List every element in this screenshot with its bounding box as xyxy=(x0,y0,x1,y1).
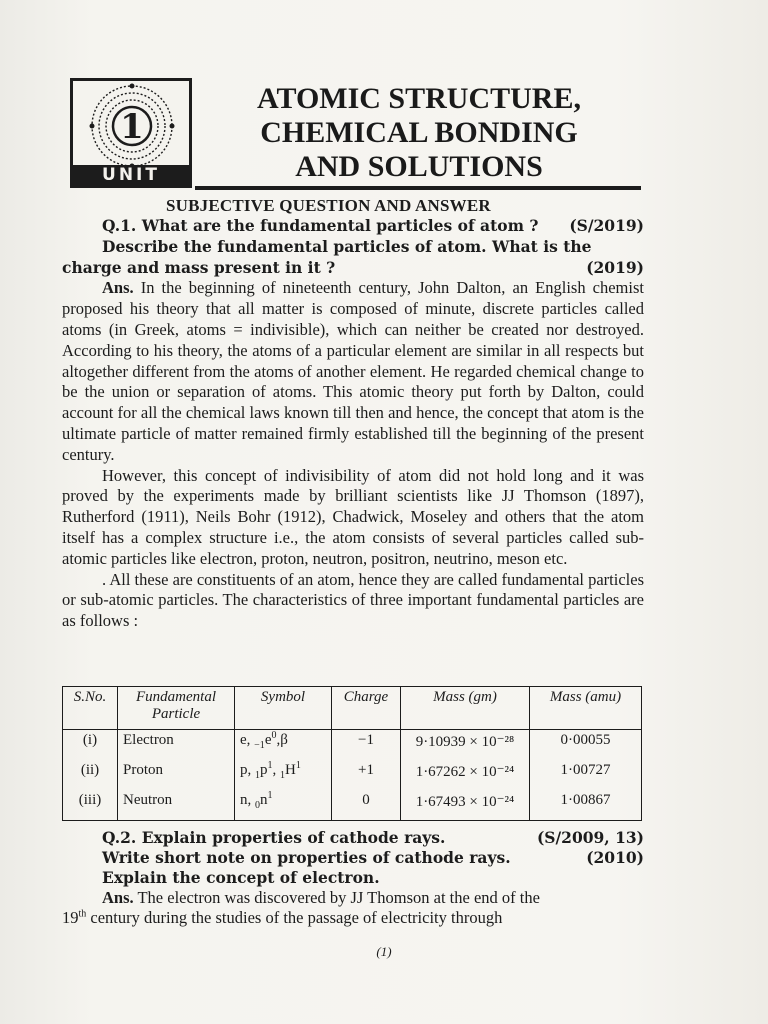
chapter-title-line-1: ATOMIC STRUCTURE, xyxy=(257,82,581,115)
q1-line-3 xyxy=(62,258,644,279)
answer-text-1: In the beginning of nineteenth century, John Dalton, an English chemist proposed his theory that all matter is composed of minute, discrete particles called atoms (in Greek, atoms = indivisible), which can neither be created nor destroyed. According to his theory, the atoms of a particular element are similar in all respects but altogether different from the atoms of another element. He regarded chemical change to be the union or separation of atoms. This atomic theory put forth by Dalton, could account for all the chemical laws known till then and hence, the concept that atom is the ultimate particle of matter remained firmly established till the beginning of the present century. xyxy=(62,278,644,464)
cell-sno: (iii) xyxy=(63,790,118,821)
unit-badge xyxy=(70,78,192,188)
q1-reference-2: (2019) xyxy=(586,257,644,277)
chapter-title-line-3: AND SOLUTIONS xyxy=(295,150,543,183)
cell-sno: (i) xyxy=(63,730,118,761)
q2-line-1 xyxy=(62,828,644,848)
cell-charge: −1 xyxy=(332,730,401,761)
cell-mass-amu: 1·00727 xyxy=(530,760,642,790)
table-row xyxy=(63,790,642,821)
q1-question: Q.1. What are the fundamental particles of atom ? xyxy=(102,216,539,235)
q1-line-2 xyxy=(62,237,644,258)
q2-question-2: Write short note on properties of cathode rays. xyxy=(102,848,511,867)
table-row xyxy=(63,760,642,790)
q2-block xyxy=(62,828,644,928)
q1-line-1 xyxy=(62,216,644,237)
unit-number: 1 xyxy=(120,107,144,147)
answer-paragraph-2: However, this concept of indivisibility of atom did not hold long and it was proved by the experiments made by brilliant scientists like JJ Thomson (1897), Rutherford (1911), Neils Bohr (1912), Chadwick, Moseley and others that the atom itself has a complex structure i.e., the atom consists of several particles called sub-atomic particles like electron, proton, neutron, positron, neutrino, meson etc. xyxy=(62,465,644,568)
cell-mass-amu: 1·00867 xyxy=(530,790,642,821)
page-number: (1) xyxy=(376,944,392,959)
q1-question-2: Describe the fundamental particles of atom. What is the xyxy=(102,236,592,256)
cell-mass-amu: 0·00055 xyxy=(530,730,642,761)
table-header-row xyxy=(63,687,642,730)
q2-question: Q.2. Explain properties of cathode rays. xyxy=(102,828,446,847)
cell-sno: (ii) xyxy=(63,760,118,790)
q2-reference: (S/2009, 13) xyxy=(536,828,644,847)
answer-label: Ans. xyxy=(102,278,134,298)
atom-orbit-icon xyxy=(81,83,183,169)
cell-charge: 0 xyxy=(332,790,401,821)
q2-line-3 xyxy=(62,868,644,888)
unit-label: UNIT xyxy=(73,165,189,185)
q2-question-3: Explain the concept of electron. xyxy=(102,868,380,887)
table-header-charge: Charge xyxy=(332,687,401,730)
q1-reference: (S/2019) xyxy=(569,216,644,235)
cell-charge: +1 xyxy=(332,760,401,790)
cell-particle: Neutron xyxy=(118,790,235,821)
answer-paragraph-3: . All these are constituents of an atom, hence they are called fundamental particles or sub-atomic particles. The characteristics of three important fundamental particles are as follows : xyxy=(62,569,644,631)
title-divider xyxy=(195,186,641,190)
table-header-mass-gm: Mass (gm) xyxy=(401,687,530,730)
answer-paragraph-1 xyxy=(62,278,644,465)
table-header-mass-amu: Mass (amu) xyxy=(530,687,642,730)
table-header-symbol: Symbol xyxy=(235,687,332,730)
cell-symbol: n, $_0n^1$ xyxy=(235,790,332,821)
cell-symbol: e, $_{-1}e^0,\beta$ xyxy=(235,730,332,761)
q2-line-2 xyxy=(62,848,644,868)
q2-answer-text-1: The electron was discovered by JJ Thomson at the end of the xyxy=(133,888,540,907)
section-heading: SUBJECTIVE QUESTION AND ANSWER xyxy=(166,196,491,215)
chapter-title-line-2: CHEMICAL BONDING xyxy=(260,116,578,149)
q1-question-3: charge and mass present in it ? xyxy=(62,257,336,277)
q2-reference-2: (2010) xyxy=(586,848,644,867)
q2-answer-text-2: century during the studies of the passage of electricity through xyxy=(86,908,503,927)
q2-answer-line-2: 19th century during the studies of the passage of electricity through xyxy=(62,908,503,927)
cell-particle: Proton xyxy=(118,760,235,790)
q2-answer-label: Ans. xyxy=(102,888,134,907)
chapter-title xyxy=(218,82,620,184)
table-row xyxy=(63,730,642,761)
table-header-sno: S.No. xyxy=(63,687,118,730)
fundamental-particles-table xyxy=(62,686,642,821)
cell-symbol: p, $_1p^1$, $_1H^1$ xyxy=(235,760,332,790)
table-header-particle: Fundamental Particle xyxy=(118,687,235,730)
cell-mass-gm: 1·67493 × 10⁻²⁴ xyxy=(401,790,530,821)
q2-answer-paragraph xyxy=(62,888,644,908)
q1-block xyxy=(62,216,644,632)
cell-mass-gm: 1·67262 × 10⁻²⁴ xyxy=(401,760,530,790)
cell-particle: Electron xyxy=(118,730,235,761)
cell-mass-gm: 9·10939 × 10⁻²⁸ xyxy=(401,730,530,761)
